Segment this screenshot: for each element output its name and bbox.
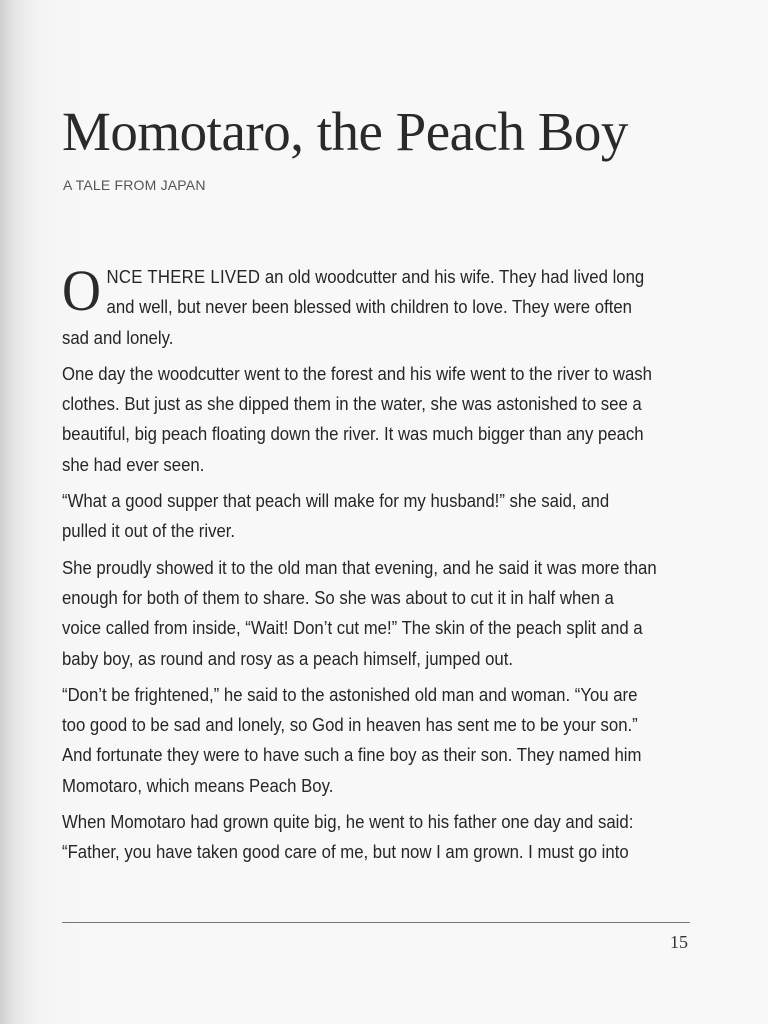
- paragraph-1: [62, 258, 657, 353]
- paragraph-2: One day the woodcutter went to the forest and his wife went to the river to wash clothes. But just as she dipped them in the water, she was astonished to see a beautiful, big peach floating down the river. It was much bigger than any peach she had ever seen.: [62, 363, 652, 475]
- drop-cap: O: [62, 258, 101, 323]
- footer-divider: [62, 922, 690, 923]
- opening-small-caps: NCE THERE LIVED: [106, 267, 261, 287]
- story-body: [62, 258, 657, 874]
- paragraph-5: “Don’t be frightened,” he said to the astonished old man and woman. “You are too good to be sad and lonely, so God in heaven has sent me to be your son.” And fortunate they were to have such a fine boy as their son. They named him Momotaro, which means Peach Boy.: [62, 684, 642, 796]
- story-title: Momotaro, the Peach Boy: [62, 101, 628, 162]
- paragraph-6: When Momotaro had grown quite big, he went to his father one day and said: “Father, you have taken good care of me, but now I am grown. I must go into: [62, 812, 634, 863]
- paragraph-3: “What a good supper that peach will make for my husband!” she said, and pulled it out of the river.: [62, 491, 610, 542]
- paragraph-4: She proudly showed it to the old man that evening, and he said it was more than enough for both of them to share. So she was about to cut it in half when a voice called from inside, “Wait! Don’t cut me!” The skin of the peach split and a baby boy, as round and rosy as a peach himself, jumped out.: [62, 557, 657, 669]
- paragraph-1-text: an old woodcutter and his wife. They had lived long and well, but never been blessed with children to love. They were often sad and lonely.: [62, 267, 645, 348]
- story-subtitle: A TALE FROM JAPAN: [63, 177, 206, 193]
- page-number: 15: [670, 932, 688, 952]
